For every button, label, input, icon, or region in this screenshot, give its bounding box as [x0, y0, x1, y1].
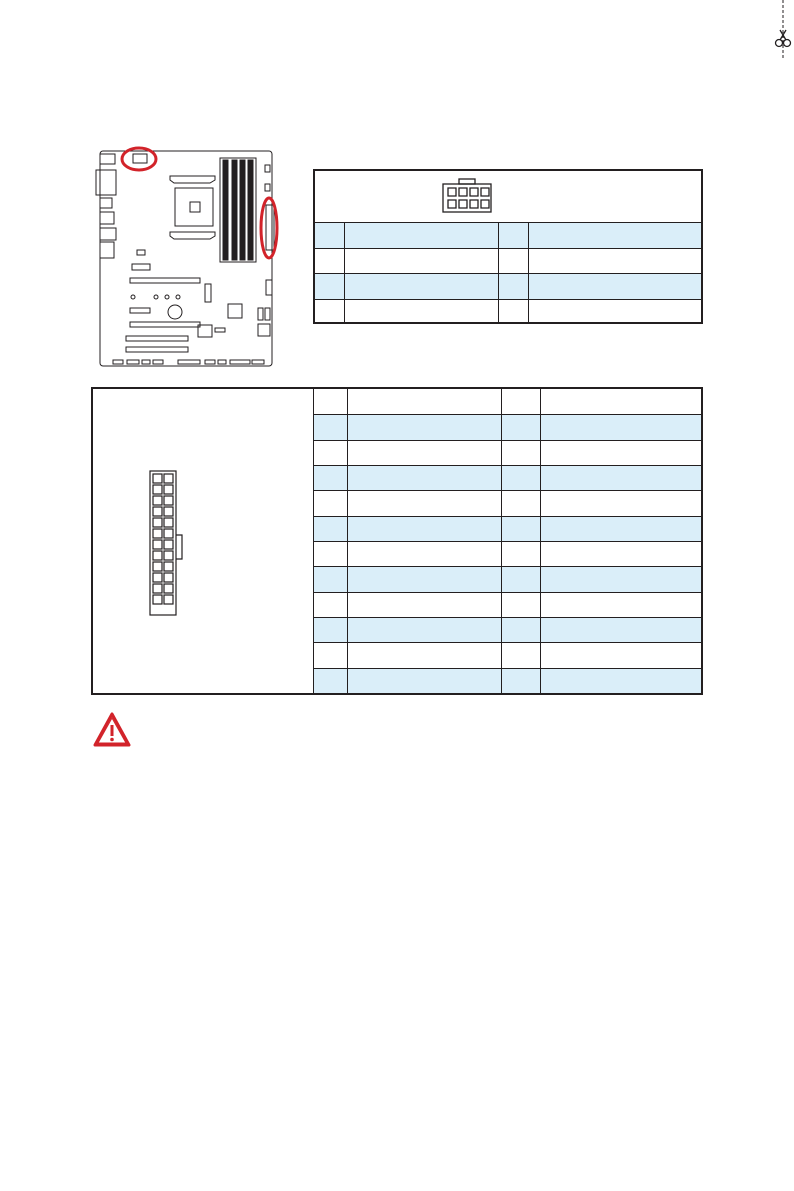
pin-row-7: [314, 541, 701, 566]
pin-row-8: [314, 566, 701, 591]
pin-row-2: [314, 414, 701, 439]
pin-row-11: [314, 642, 701, 667]
pinout-table-24pin: [91, 387, 703, 695]
pin-row-1: [314, 389, 701, 414]
pin-row-5: [314, 490, 701, 515]
pin-row-12: [314, 668, 701, 693]
motherboard-diagram: [90, 140, 290, 375]
warning-triangle-icon: [92, 711, 132, 749]
pin-row-1: [315, 222, 701, 248]
pin-row-10: [314, 617, 701, 642]
pin-row-3: [315, 273, 701, 299]
pin-row-3: [314, 440, 701, 465]
24-pin-connector-diagram: [148, 469, 198, 617]
pin-row-9: [314, 592, 701, 617]
pin-row-2: [315, 248, 701, 273]
pin-row-6: [314, 516, 701, 541]
pinout-table-8pin: [313, 169, 703, 324]
pin-row-4: [314, 465, 701, 490]
cut-line: [0, 0, 794, 60]
highlight-24pin: [261, 198, 277, 258]
pin-row-4: [315, 299, 701, 324]
8-pin-connector-diagram: [441, 177, 493, 215]
